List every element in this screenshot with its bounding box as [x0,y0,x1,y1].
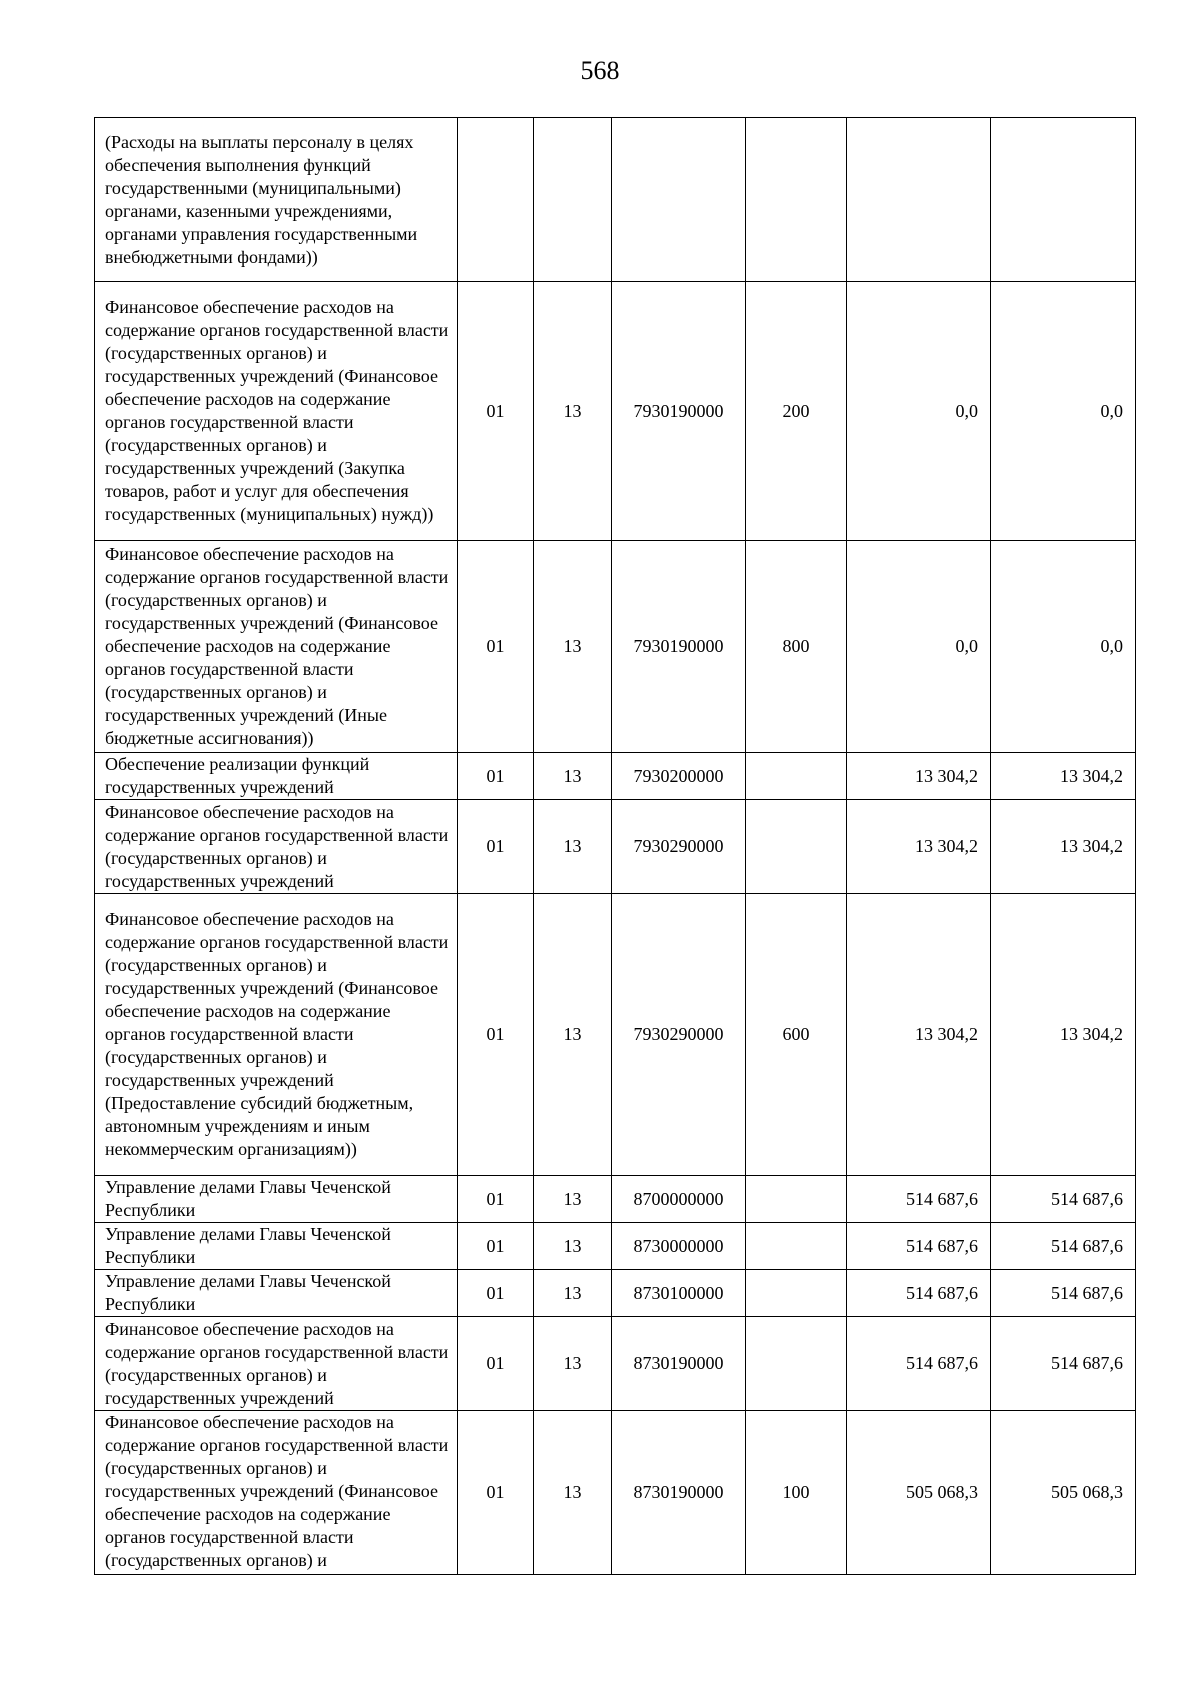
expense-name-cell: Финансовое обеспечение расходов на содержание органов государственной власти (государственных органов) и государственных учреждений (Финансовое обеспечение расходов на содержание органов государственной власти (государственных органов) и [95,1411,458,1575]
amount-year-1-cell: 514 687,6 [847,1317,991,1411]
expense-name-cell: Финансовое обеспечение расходов на содержание органов государственной власти (государственных органов) и государственных учреждений (Финансовое обеспечение расходов на содержание органов государственной власти (государственных органов) и государственных учреждений (Закупка товаров, работ и услуг для обеспечения государственных (муниципальных) нужд)) [95,282,458,541]
expense-type-cell [746,118,847,282]
amount-year-1-cell: 514 687,6 [847,1176,991,1223]
amount-year-2-cell: 514 687,6 [991,1270,1136,1317]
subsection-code-cell: 13 [534,1223,612,1270]
table-row [95,753,1136,800]
expense-type-cell: 600 [746,894,847,1176]
table-row [95,1270,1136,1317]
expense-name-cell: Обеспечение реализации функций государственных учреждений [95,753,458,800]
amount-year-1-cell: 13 304,2 [847,800,991,894]
amount-year-1-cell: 0,0 [847,282,991,541]
expense-name-cell: Управление делами Главы Чеченской Республики [95,1270,458,1317]
table-row [95,800,1136,894]
expense-name-cell: Управление делами Главы Чеченской Республики [95,1223,458,1270]
table-row [95,1411,1136,1575]
table-row [95,118,1136,282]
target-article-cell: 7930290000 [612,800,746,894]
expense-name-cell: Финансовое обеспечение расходов на содержание органов государственной власти (государственных органов) и государственных учреждений [95,1317,458,1411]
amount-year-2-cell: 13 304,2 [991,800,1136,894]
target-article-cell [612,118,746,282]
expense-type-cell [746,1270,847,1317]
expense-type-cell [746,800,847,894]
amount-year-2-cell [991,118,1136,282]
section-code-cell: 01 [458,894,534,1176]
subsection-code-cell: 13 [534,1411,612,1575]
page-number: 568 [580,56,620,85]
amount-year-1-cell: 514 687,6 [847,1223,991,1270]
budget-table [94,117,1136,1575]
target-article-cell: 8730000000 [612,1223,746,1270]
table-row [95,1176,1136,1223]
amount-year-2-cell: 514 687,6 [991,1223,1136,1270]
subsection-code-cell: 13 [534,1317,612,1411]
expense-name-cell: Финансовое обеспечение расходов на содержание органов государственной власти (государственных органов) и государственных учреждений [95,800,458,894]
subsection-code-cell: 13 [534,282,612,541]
subsection-code-cell: 13 [534,800,612,894]
expense-type-cell [746,753,847,800]
amount-year-2-cell: 0,0 [991,282,1136,541]
table-row [95,541,1136,753]
section-code-cell: 01 [458,800,534,894]
table-row [95,894,1136,1176]
amount-year-1-cell: 13 304,2 [847,753,991,800]
expense-name-cell: Финансовое обеспечение расходов на содержание органов государственной власти (государственных органов) и государственных учреждений (Финансовое обеспечение расходов на содержание органов государственной власти (государственных органов) и государственных учреждений (Предоставление субсидий бюджетным, автономным учреждениям и иным некоммерческим организациям)) [95,894,458,1176]
amount-year-2-cell: 514 687,6 [991,1176,1136,1223]
target-article-cell: 7930190000 [612,541,746,753]
section-code-cell: 01 [458,1223,534,1270]
section-code-cell: 01 [458,282,534,541]
expense-type-cell [746,1176,847,1223]
amount-year-2-cell: 514 687,6 [991,1317,1136,1411]
table-row [95,1223,1136,1270]
target-article-cell: 8730100000 [612,1270,746,1317]
expense-type-cell: 800 [746,541,847,753]
expense-type-cell [746,1223,847,1270]
section-code-cell: 01 [458,541,534,753]
section-code-cell: 01 [458,1317,534,1411]
target-article-cell: 7930190000 [612,282,746,541]
expense-name-cell: (Расходы на выплаты персоналу в целях обеспечения выполнения функций государственными (муниципальными) органами, казенными учреждениями, органами управления государственными внебюджетными фондами)) [95,118,458,282]
amount-year-1-cell: 505 068,3 [847,1411,991,1575]
expense-type-cell [746,1317,847,1411]
amount-year-1-cell: 0,0 [847,541,991,753]
subsection-code-cell: 13 [534,1270,612,1317]
amount-year-2-cell: 505 068,3 [991,1411,1136,1575]
target-article-cell: 8700000000 [612,1176,746,1223]
subsection-code-cell: 13 [534,1176,612,1223]
expense-type-cell: 200 [746,282,847,541]
expense-type-cell: 100 [746,1411,847,1575]
subsection-code-cell: 13 [534,753,612,800]
subsection-code-cell: 13 [534,541,612,753]
target-article-cell: 8730190000 [612,1411,746,1575]
section-code-cell: 01 [458,753,534,800]
target-article-cell: 7930290000 [612,894,746,1176]
target-article-cell: 8730190000 [612,1317,746,1411]
expense-name-cell: Управление делами Главы Чеченской Республики [95,1176,458,1223]
amount-year-1-cell: 514 687,6 [847,1270,991,1317]
table-row [95,282,1136,541]
amount-year-2-cell: 13 304,2 [991,753,1136,800]
expense-name-cell: Финансовое обеспечение расходов на содержание органов государственной власти (государственных органов) и государственных учреждений (Финансовое обеспечение расходов на содержание органов государственной власти (государственных органов) и государственных учреждений (Иные бюджетные ассигнования)) [95,541,458,753]
amount-year-1-cell [847,118,991,282]
subsection-code-cell: 13 [534,894,612,1176]
table-row [95,1317,1136,1411]
amount-year-2-cell: 13 304,2 [991,894,1136,1176]
section-code-cell: 01 [458,1270,534,1317]
amount-year-2-cell: 0,0 [991,541,1136,753]
section-code-cell [458,118,534,282]
section-code-cell: 01 [458,1411,534,1575]
subsection-code-cell [534,118,612,282]
amount-year-1-cell: 13 304,2 [847,894,991,1176]
section-code-cell: 01 [458,1176,534,1223]
target-article-cell: 7930200000 [612,753,746,800]
